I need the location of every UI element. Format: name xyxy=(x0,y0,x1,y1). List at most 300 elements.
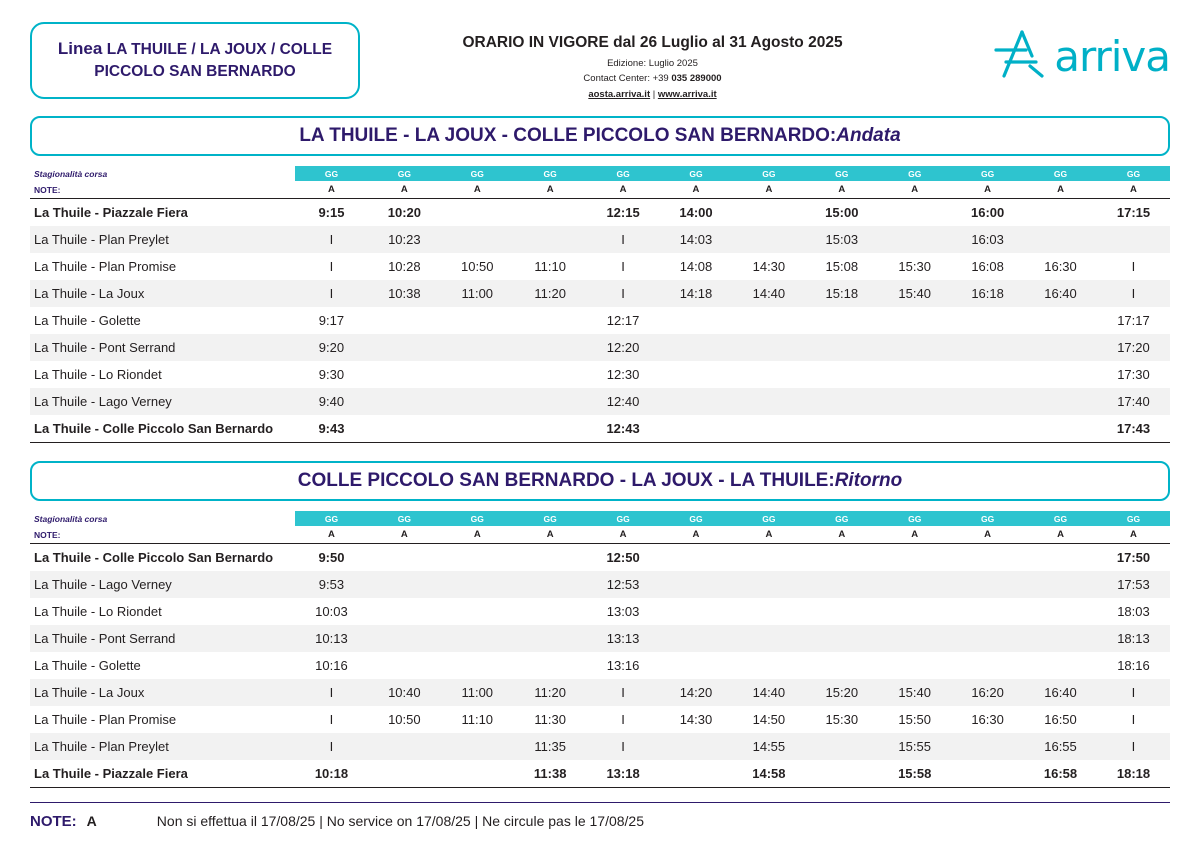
departure-time-cell: 11:10 xyxy=(534,259,566,274)
website-links xyxy=(360,89,945,100)
departure-time-cell xyxy=(732,361,805,388)
departure-time-cell xyxy=(514,388,587,415)
departure-time-cell xyxy=(441,199,514,227)
departure-time-cell: I xyxy=(621,259,625,274)
seasonality-cell: GG xyxy=(514,511,587,526)
stop-name: La Thuile - Pont Serrand xyxy=(30,625,295,652)
stop-name: La Thuile - Plan Promise xyxy=(34,712,177,727)
departure-time-cell xyxy=(732,334,805,361)
stop-name: La Thuile - Plan Promise xyxy=(34,259,177,274)
departure-time-cell xyxy=(805,625,878,652)
departure-time-cell: 10:28 xyxy=(388,259,421,274)
departure-time-cell: 15:30 xyxy=(898,259,931,274)
note-header-cell: A xyxy=(732,526,805,544)
note-header-cell: A xyxy=(587,181,660,199)
departure-time-cell xyxy=(1024,415,1097,443)
departure-time-cell xyxy=(805,733,878,760)
departure-time-cell xyxy=(732,388,805,415)
note-header-row xyxy=(30,526,1170,544)
table-row xyxy=(30,280,1170,307)
seasonality-cell: GG xyxy=(732,166,805,181)
departure-time-cell: 11:20 xyxy=(514,679,587,706)
departure-time-cell: 14:08 xyxy=(679,259,713,274)
departure-time-cell: 9:17 xyxy=(318,313,345,328)
departure-time-cell xyxy=(368,760,441,788)
departure-time-cell: 17:17 xyxy=(1117,313,1150,328)
departure-time-cell: 14:40 xyxy=(732,679,805,706)
note-header-cell: A xyxy=(1024,181,1097,199)
stop-name: La Thuile - La Joux xyxy=(30,679,295,706)
departure-time-cell: I xyxy=(295,226,368,253)
departure-time-cell: 11:30 xyxy=(534,712,566,727)
timetable-andata-wrapper xyxy=(30,166,1170,443)
departure-time-cell xyxy=(878,388,951,415)
departure-time-cell xyxy=(514,415,587,443)
departure-time-cell: 9:40 xyxy=(295,388,368,415)
departure-time-cell: 10:40 xyxy=(368,679,441,706)
departure-time-cell xyxy=(951,625,1024,652)
line-label: Linea xyxy=(57,39,103,58)
departure-time-cell: 13:13 xyxy=(587,625,660,652)
note-header-cell: A xyxy=(878,526,951,544)
departure-time-cell xyxy=(1024,334,1097,361)
arriva-logo-icon xyxy=(992,28,1048,85)
departure-time-cell xyxy=(1024,625,1097,652)
departure-time-cell xyxy=(514,307,587,334)
stop-name: La Thuile - Lago Verney xyxy=(30,388,295,415)
note-header-cell: A xyxy=(441,181,514,199)
departure-time-cell: 10:50 xyxy=(388,712,421,727)
departure-time-cell: 15:18 xyxy=(805,280,878,307)
departure-time-cell: I xyxy=(587,226,660,253)
stop-name: La Thuile - Piazzale Fiera xyxy=(34,205,188,220)
departure-time-cell: 14:55 xyxy=(732,733,805,760)
departure-time-cell xyxy=(441,307,514,334)
departure-time-cell: 18:16 xyxy=(1117,658,1150,673)
departure-time-cell: I xyxy=(329,259,334,274)
departure-time-cell: 12:53 xyxy=(587,571,660,598)
departure-time-cell: 17:53 xyxy=(1097,571,1170,598)
departure-time-cell: 14:00 xyxy=(679,205,713,220)
note-header-label: NOTE: xyxy=(30,181,295,199)
departure-time-cell: 15:08 xyxy=(825,259,859,274)
seasonality-cell: GG xyxy=(368,511,441,526)
departure-time-cell: I xyxy=(329,712,334,727)
stop-name: La Thuile - La Joux xyxy=(30,280,295,307)
departure-time-cell: 10:03 xyxy=(315,604,348,619)
stop-name: La Thuile - Pont Serrand xyxy=(30,334,295,361)
departure-time-cell xyxy=(660,307,733,334)
departure-time-cell: 16:20 xyxy=(951,679,1024,706)
departure-time-cell xyxy=(514,334,587,361)
departure-time-cell xyxy=(805,307,878,334)
seasonality-cell: GG xyxy=(587,511,660,526)
seasonality-cell: GG xyxy=(805,166,878,181)
departure-time-cell: 18:18 xyxy=(1097,760,1170,788)
departure-time-cell: 9:15 xyxy=(318,205,345,220)
table-row xyxy=(30,571,1170,598)
departure-time-cell xyxy=(878,226,951,253)
departure-time-cell: 18:03 xyxy=(1117,604,1150,619)
departure-time-cell: 10:13 xyxy=(295,625,368,652)
departure-time-cell xyxy=(441,226,514,253)
departure-time-cell xyxy=(805,334,878,361)
table-row xyxy=(30,733,1170,760)
departure-time-cell: 15:58 xyxy=(878,760,951,788)
note-header-cell: A xyxy=(1024,526,1097,544)
departure-time-cell: I xyxy=(587,679,660,706)
departure-time-cell: I xyxy=(1097,733,1170,760)
departure-time-cell xyxy=(368,544,441,572)
departure-time-cell: I xyxy=(295,280,368,307)
departure-time-cell xyxy=(660,334,733,361)
link-separator: | xyxy=(650,89,658,100)
departure-time-cell: 15:20 xyxy=(805,679,878,706)
seasonality-cell: GG xyxy=(1024,166,1097,181)
departure-time-cell xyxy=(660,598,733,625)
note-header-cell: A xyxy=(441,526,514,544)
departure-time-cell xyxy=(951,544,1024,572)
stop-name: La Thuile - Plan Preylet xyxy=(30,226,295,253)
seasonality-label: Stagionalità corsa xyxy=(30,511,295,526)
departure-time-cell xyxy=(660,388,733,415)
departure-time-cell xyxy=(1024,307,1097,334)
departure-time-cell xyxy=(441,652,514,679)
departure-time-cell: 15:00 xyxy=(825,205,859,220)
note-header-cell: A xyxy=(1097,181,1170,199)
contact-center xyxy=(360,73,945,84)
departure-time-cell: 14:30 xyxy=(752,259,786,274)
departure-time-cell xyxy=(732,199,805,227)
departure-time-cell: 16:40 xyxy=(1024,280,1097,307)
departure-time-cell: 11:38 xyxy=(514,760,587,788)
departure-time-cell: 16:50 xyxy=(1044,712,1077,727)
departure-time-cell xyxy=(660,571,733,598)
departure-time-cell: 9:30 xyxy=(318,367,345,382)
departure-time-cell: 15:55 xyxy=(878,733,951,760)
departure-time-cell: 12:50 xyxy=(606,550,640,565)
departure-time-cell xyxy=(732,544,805,572)
table-row xyxy=(30,199,1170,227)
departure-time-cell: 17:30 xyxy=(1117,367,1150,382)
departure-time-cell xyxy=(368,598,441,625)
link-arriva[interactable]: www.arriva.it xyxy=(657,89,717,100)
departure-time-cell xyxy=(368,625,441,652)
departure-time-cell: I xyxy=(1131,259,1136,274)
departure-time-cell xyxy=(951,571,1024,598)
seasonality-cell: GG xyxy=(587,166,660,181)
notes-code: A xyxy=(86,813,97,829)
table-row xyxy=(30,760,1170,788)
departure-time-cell xyxy=(1097,226,1170,253)
departure-time-cell xyxy=(805,598,878,625)
table-row xyxy=(30,625,1170,652)
departure-time-cell xyxy=(951,733,1024,760)
seasonality-cell: GG xyxy=(1097,166,1170,181)
departure-time-cell xyxy=(441,625,514,652)
edition-label: Edizione: Luglio 2025 xyxy=(607,58,698,69)
departure-time-cell xyxy=(951,415,1024,443)
departure-time-cell xyxy=(368,733,441,760)
note-header-cell: A xyxy=(368,181,441,199)
departure-time-cell: 15:50 xyxy=(898,712,931,727)
seasonality-cell: GG xyxy=(441,511,514,526)
seasonality-cell: GG xyxy=(514,166,587,181)
departure-time-cell: I xyxy=(1097,679,1170,706)
direction-banner-andata-italic: Andata xyxy=(836,125,901,146)
departure-time-cell: 12:40 xyxy=(587,388,660,415)
departure-time-cell: 14:40 xyxy=(732,280,805,307)
departure-time-cell xyxy=(660,652,733,679)
table-row xyxy=(30,652,1170,679)
seasonality-cell: GG xyxy=(1024,511,1097,526)
seasonality-cell: GG xyxy=(660,166,733,181)
departure-time-cell: 17:50 xyxy=(1116,550,1151,565)
table-row xyxy=(30,544,1170,572)
departure-time-cell xyxy=(732,307,805,334)
departure-time-cell: 10:20 xyxy=(387,205,421,220)
departure-time-cell xyxy=(368,571,441,598)
seasonality-cell: GG xyxy=(951,166,1024,181)
seasonality-cell: GG xyxy=(951,511,1024,526)
departure-time-cell: I xyxy=(1097,280,1170,307)
stop-name: La Thuile - Plan Preylet xyxy=(30,733,295,760)
table-row xyxy=(30,679,1170,706)
departure-time-cell xyxy=(878,652,951,679)
departure-time-cell xyxy=(951,652,1024,679)
departure-time-cell xyxy=(368,307,441,334)
departure-time-cell: 10:18 xyxy=(295,760,368,788)
departure-time-cell: 12:43 xyxy=(587,415,660,443)
departure-time-cell xyxy=(368,652,441,679)
departure-time-cell xyxy=(441,760,514,788)
seasonality-row xyxy=(30,166,1170,181)
link-aosta-arriva[interactable]: aosta.arriva.it xyxy=(588,89,651,100)
note-header-cell: A xyxy=(951,526,1024,544)
seasonality-cell: GG xyxy=(878,166,951,181)
seasonality-cell: GG xyxy=(878,511,951,526)
table-row xyxy=(30,361,1170,388)
note-header-cell: A xyxy=(295,181,368,199)
departure-time-cell: 11:10 xyxy=(461,712,494,727)
departure-time-cell xyxy=(660,415,733,443)
departure-time-cell xyxy=(368,334,441,361)
seasonality-cell: GG xyxy=(1097,511,1170,526)
seasonality-cell: GG xyxy=(660,511,733,526)
note-header-cell: A xyxy=(805,526,878,544)
departure-time-cell xyxy=(1024,361,1097,388)
departure-time-cell: 13:16 xyxy=(606,658,640,673)
timetable-ritorno-wrapper xyxy=(30,511,1170,788)
line-identifier-box xyxy=(30,22,360,99)
departure-time-cell xyxy=(732,571,805,598)
notes-title: NOTE: xyxy=(30,813,77,830)
seasonality-cell: GG xyxy=(368,166,441,181)
departure-time-cell: 11:00 xyxy=(441,679,514,706)
departure-time-cell: 17:40 xyxy=(1097,388,1170,415)
departure-time-cell xyxy=(1024,388,1097,415)
departure-time-cell: 15:03 xyxy=(805,226,878,253)
departure-time-cell xyxy=(1024,571,1097,598)
note-header-cell: A xyxy=(660,181,733,199)
direction-banner-andata xyxy=(30,116,1170,156)
departure-time-cell xyxy=(660,544,733,572)
seasonality-label: Stagionalità corsa xyxy=(30,166,295,181)
departure-time-cell: 14:20 xyxy=(660,679,733,706)
departure-time-cell xyxy=(732,415,805,443)
departure-time-cell: 16:08 xyxy=(971,259,1004,274)
note-header-cell: A xyxy=(1097,526,1170,544)
stop-name: La Thuile - Lo Riondet xyxy=(34,604,162,619)
departure-time-cell: 11:35 xyxy=(514,733,587,760)
direction-banner-andata-main: LA THUILE - LA JOUX - COLLE PICCOLO SAN BERNARDO: xyxy=(299,125,837,146)
departure-time-cell: 14:30 xyxy=(679,712,713,727)
departure-time-cell: 12:15 xyxy=(606,205,640,220)
departure-time-cell: 15:40 xyxy=(878,679,951,706)
table-row xyxy=(30,226,1170,253)
departure-time-cell xyxy=(368,388,441,415)
table-row xyxy=(30,415,1170,443)
departure-time-cell xyxy=(660,361,733,388)
departure-time-cell: I xyxy=(587,733,660,760)
departure-time-cell xyxy=(441,544,514,572)
departure-time-cell xyxy=(805,388,878,415)
table-row xyxy=(30,388,1170,415)
departure-time-cell: 10:23 xyxy=(368,226,441,253)
departure-time-cell xyxy=(878,598,951,625)
departure-time-cell xyxy=(732,598,805,625)
departure-time-cell xyxy=(441,388,514,415)
seasonality-cell: GG xyxy=(805,511,878,526)
note-header-cell: A xyxy=(514,526,587,544)
departure-time-cell xyxy=(441,571,514,598)
departure-time-cell xyxy=(878,334,951,361)
seasonality-cell: GG xyxy=(441,166,514,181)
note-header-cell: A xyxy=(295,526,368,544)
departure-time-cell: 14:58 xyxy=(732,760,805,788)
note-header-cell: A xyxy=(732,181,805,199)
departure-time-cell: 17:20 xyxy=(1097,334,1170,361)
departure-time-cell xyxy=(805,415,878,443)
departure-time-cell: I xyxy=(1131,712,1136,727)
stop-name: La Thuile - Golette xyxy=(34,658,141,673)
departure-time-cell xyxy=(441,598,514,625)
stop-name: La Thuile - Colle Piccolo San Bernardo xyxy=(34,550,274,565)
departure-time-cell xyxy=(878,544,951,572)
departure-time-cell xyxy=(805,652,878,679)
departure-time-cell xyxy=(878,307,951,334)
departure-time-cell xyxy=(732,652,805,679)
timetable-ritorno xyxy=(30,511,1170,788)
note-header-row xyxy=(30,181,1170,199)
departure-time-cell xyxy=(805,544,878,572)
table-row xyxy=(30,334,1170,361)
departure-time-cell: 9:50 xyxy=(318,550,345,565)
departure-time-cell: 9:53 xyxy=(295,571,368,598)
table-row xyxy=(30,253,1170,280)
departure-time-cell: I xyxy=(295,733,368,760)
departure-time-cell: 18:13 xyxy=(1097,625,1170,652)
departure-time-cell xyxy=(441,361,514,388)
departure-time-cell: 12:20 xyxy=(587,334,660,361)
stop-name: La Thuile - Piazzale Fiera xyxy=(30,760,295,788)
notes-text: Non si effettua il 17/08/25 | No service on 17/08/25 | Ne circule pas le 17/08/25 xyxy=(156,813,645,829)
departure-time-cell xyxy=(441,334,514,361)
timetable-andata xyxy=(30,166,1170,443)
departure-time-cell xyxy=(805,361,878,388)
departure-time-cell xyxy=(805,571,878,598)
note-header-cell: A xyxy=(805,181,878,199)
stop-name: La Thuile - Lago Verney xyxy=(30,571,295,598)
table-row xyxy=(30,598,1170,625)
note-header-cell: A xyxy=(587,526,660,544)
departure-time-cell: 11:00 xyxy=(441,280,514,307)
departure-time-cell: 17:15 xyxy=(1116,205,1151,220)
brand-area xyxy=(945,22,1170,85)
seasonality-cell: GG xyxy=(732,511,805,526)
direction-banner-ritorno-main: COLLE PICCOLO SAN BERNARDO - LA JOUX - LA THUILE: xyxy=(297,470,835,491)
direction-banner-ritorno-italic: Ritorno xyxy=(834,470,903,491)
stop-name: La Thuile - Colle Piccolo San Bernardo xyxy=(30,415,295,443)
direction-banner-ritorno xyxy=(30,461,1170,501)
note-header-cell: A xyxy=(660,526,733,544)
departure-time-cell xyxy=(441,415,514,443)
departure-time-cell xyxy=(951,760,1024,788)
departure-time-cell xyxy=(878,199,951,227)
header-center xyxy=(360,22,945,100)
departure-time-cell xyxy=(951,598,1024,625)
departure-time-cell: 16:55 xyxy=(1024,733,1097,760)
departure-time-cell: I xyxy=(295,679,368,706)
departure-time-cell xyxy=(514,544,587,572)
departure-time-cell xyxy=(1024,544,1097,572)
departure-time-cell xyxy=(951,334,1024,361)
page-header xyxy=(0,0,1200,106)
departure-time-cell xyxy=(514,598,587,625)
departure-time-cell: 15:40 xyxy=(878,280,951,307)
table-row xyxy=(30,706,1170,733)
note-header-cell: A xyxy=(368,526,441,544)
departure-time-cell: 13:18 xyxy=(587,760,660,788)
departure-time-cell: 17:43 xyxy=(1097,415,1170,443)
note-header-cell: A xyxy=(951,181,1024,199)
departure-time-cell: 9:43 xyxy=(295,415,368,443)
departure-time-cell: 10:50 xyxy=(460,259,494,274)
departure-time-cell: 16:00 xyxy=(970,205,1005,220)
note-header-label: NOTE: xyxy=(30,526,295,544)
note-header-cell: A xyxy=(514,181,587,199)
departure-time-cell: 10:38 xyxy=(368,280,441,307)
departure-time-cell: 10:16 xyxy=(315,658,348,673)
departure-time-cell: I xyxy=(587,280,660,307)
seasonality-cell: GG xyxy=(295,166,368,181)
departure-time-cell xyxy=(878,571,951,598)
departure-time-cell xyxy=(951,307,1024,334)
departure-time-cell: 16:03 xyxy=(951,226,1024,253)
departure-time-cell: 16:40 xyxy=(1024,679,1097,706)
departure-time-cell xyxy=(514,625,587,652)
departure-time-cell xyxy=(368,415,441,443)
departure-time-cell xyxy=(951,361,1024,388)
departure-time-cell xyxy=(951,388,1024,415)
departure-time-cell: 14:18 xyxy=(660,280,733,307)
arriva-wordmark: arriva xyxy=(1054,32,1170,81)
timetable-validity-title: ORARIO IN VIGORE dal 26 Luglio al 31 Agosto 2025 xyxy=(462,34,843,51)
departure-time-cell: 16:30 xyxy=(971,712,1004,727)
departure-time-cell: 16:30 xyxy=(1044,259,1077,274)
departure-time-cell: 14:50 xyxy=(752,712,786,727)
table-row xyxy=(30,307,1170,334)
